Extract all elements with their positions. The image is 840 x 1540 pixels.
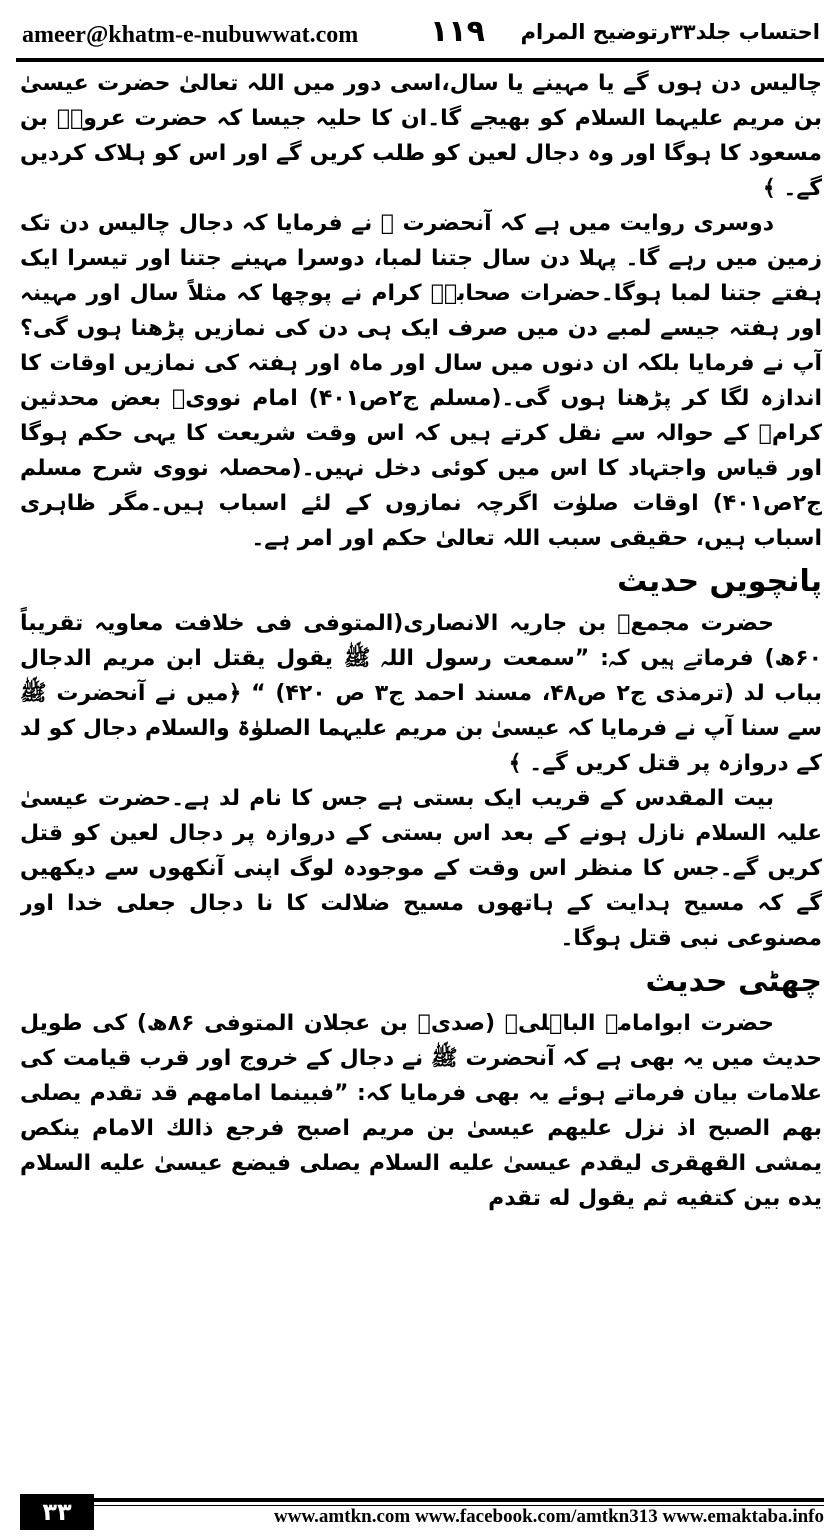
heading-sixth-hadith: چھٹی حدیث <box>645 964 822 999</box>
paragraph-3-intro <box>20 606 822 781</box>
hadith-intro: حضرت مجمعؓ بن جاریہ الانصاری(المتوفی فی خلافت معاویہ تقریباً ۶۰ھ) فرماتے ہیں کہ: <box>20 611 822 671</box>
hadith-intro-2: حضرت ابوامامہ الباہلیؓ (صدیؓ بن عجلان المتوفی ۸۶ھ) کی طویل حدیث میں یہ بھی ہے کہ آنحضرت ﷺ نے دجال کے خروج اور قرب قیامت کی علامات بیان فرماتے ہوئے یہ بھی فرمایا کہ: <box>20 1011 822 1106</box>
page-header <box>16 14 824 54</box>
paragraph-5 <box>20 1006 822 1216</box>
header-email: ameer@khatm-e-nubuwwat.com <box>22 22 359 48</box>
paragraph-1: چالیس دن ہوں گے یا مہینے یا سال،اسی دور میں اللہ تعالیٰ حضرت عیسیٰ بن مریم علیہما السلام کو بھیجے گا۔ان کا حلیہ جیسا کہ حضرت عروہؓ بن مسعود کا ہوگا اور وہ دجال لعین کو طلب کریں گے اور اس کو ہلاک کردیں گے۔ ﴾ <box>20 71 822 201</box>
footer-urls: www.amtkn.com www.facebook.com/amtkn313 www.emaktaba.info <box>274 1506 824 1527</box>
heading-fifth-hadith: پانچویں حدیث <box>617 564 822 599</box>
page-number: ۱۱۹ <box>430 14 485 49</box>
arabic-quote: ”سمعت رسول اللہ ﷺ یقول یقتل ابن مریم الدجال بباب لد (ترمذی ج۲ ص۴۸، مسند احمد ج۳ ص ۴۲۰) “ <box>20 646 822 706</box>
footer-page-badge: ۳۳ <box>20 1494 94 1530</box>
translation: ﴿میں نے آنحضرت ﷺ سے سنا آپ نے فرمایا کہ عیسیٰ بن مریم علیہما الصلوٰۃ والسلام دجال کو لد کے دروازہ پر قتل کریں گے۔ ﴾ <box>20 681 822 776</box>
footer-rule <box>94 1498 824 1502</box>
running-title: احتساب جلد۳۳رتوضیح المرام <box>520 20 820 44</box>
page-body <box>20 66 822 1456</box>
arabic-quote-2: ”فبینما امامهم قد تقدم یصلی بهم الصبح اذ نزل علیهم عیسیٰ بن مریم اصبح فرجع ذالك الامام ینكص یمشی القهقری لیقدم عیسیٰ علیه السلام یصلی فیضع عیسیٰ علیه السلام یده بین كتفیه ثم یقول له تقدم <box>20 1081 822 1211</box>
paragraph-2: دوسری روایت میں ہے کہ آنحضرت ﷺ نے فرمایا کہ دجال چالیس دن تک زمین میں رہے گا۔ پہلا دن سال جتنا لمبا، دوسرا مہینے جتنا اور تیسرا ایک ہفتے جتنا لمبا ہوگا۔حضرات صحابہؓ کرام نے پوچھا کہ مثلاً سال اور مہینہ اور ہفتہ جیسے لمبے دن میں صرف ایک ہی دن کی نمازیں پڑھنا ہوں گی؟ آپ نے فرمایا بلکہ ان دنوں میں سال اور ماہ اور ہفتہ کی نمازیں اوقات کا اندازہ لگا کر پڑھنا ہوں گی۔(مسلم ج۲ص۴۰۱) امام نوویؒ بعض محدثین کرامؒ کے حوالہ سے نقل کرتے ہیں کہ اس وقت شریعت کا یہی حکم ہوگا اور قیاس واجتہاد کا اس میں کوئی دخل نہیں۔(محصلہ نووی شرح مسلم ج۲ص۴۰۱) اوقات صلوٰت اگرچہ نمازوں کے لئے اسباب ہیں۔مگر ظاہری اسباب ہیں، حقیقی سبب اللہ تعالیٰ حکم اور امر ہے۔ <box>20 211 822 551</box>
header-rule <box>16 58 824 62</box>
paragraph-4: بیت المقدس کے قریب ایک بستی ہے جس کا نام لد ہے۔حضرت عیسیٰ علیہ السلام نازل ہونے کے بعد اس بستی کے دروازہ پر دجال لعین کو قتل کریں گے۔جس کا منظر اس وقت کے موجودہ لوگ اپنی آنکھوں سے دیکھیں گے کہ مسیح ہدایت کے ہاتھوں مسیح ضلالت کا نا دجال جعلی خدا اور مصنوعی نبی قتل ہوگا۔ <box>20 786 822 951</box>
